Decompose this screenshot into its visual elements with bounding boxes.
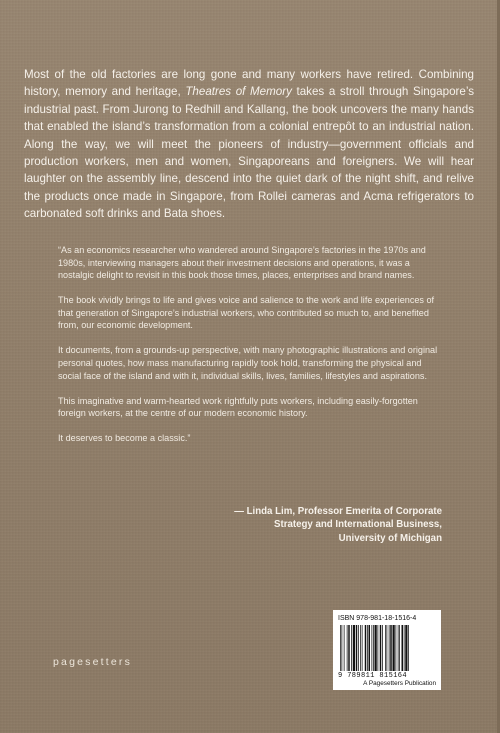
barcode-bar [372,625,373,671]
barcode-bar [393,625,395,671]
barcode-bar [340,625,341,671]
barcode-bar [353,625,355,671]
barcode-bar [402,625,404,671]
barcode-bar [365,625,367,671]
quote-paragraph: The book vividly brings to life and gives voice and salience to the work and life experiences of that generation of Singapore’s industrial workers, who contributed so much to, and benefited from, our economic development. [58,295,435,331]
barcode-bar [398,625,399,671]
barcode-bar [404,625,405,671]
barcode-bar [378,625,379,671]
barcode-bar [373,625,374,671]
publisher-logo: pagesetters [53,656,133,668]
barcode-bar [362,625,363,671]
quote-paragraph: This imaginative and warm-hearted work rightfully puts workers, including easily-forgotten foreign workers, at the centre of our modern economic history. [58,395,418,419]
isbn-barcode-box [333,610,441,690]
barcode-bar [360,625,361,671]
barcode-bar [342,625,343,671]
attribution-line: Strategy and International Business, [274,519,442,531]
barcode-bar [369,625,371,671]
barcode-bar [380,625,382,671]
quote-paragraph: It deserves to become a classic.” [58,433,191,444]
blurb-part1: Most of the old factories are long gone and many workers have retired. Combining history, memory and heritage, [24,68,474,99]
barcode-number: 9 789811 815164 [338,672,408,680]
testimonial-quote [58,244,442,457]
barcode-bar [367,625,368,671]
barcode-bar [347,625,348,671]
barcode-bar [405,625,407,671]
blurb-book-title: Theatres of Memory [185,85,292,99]
testimonial-attribution [178,505,442,545]
barcode-bar [399,625,400,671]
attribution-line: University of Michigan [338,532,442,544]
quote-paragraph: It documents, from a grounds-up perspective, with many photographic illustrations and original personal quotes, how mass manufacturing rapidly took hold, transforming the physical and social face of the island and with it, individual skills, lives, families, lifestyles and aspirations. [58,345,438,381]
barcode-bar [389,625,390,671]
isbn-label: ISBN 978-981-18-1516-4 [338,615,417,622]
publication-note: A Pagesetters Publication [363,680,436,687]
blurb-text [24,66,474,223]
barcode-bar [358,625,359,671]
blurb-part2: takes a stroll through Singapore’s industrial past. From Jurong to Redhill and Kallang, the book uncovers the many hands that enabled the island’s transformation from a colonial entrepôt to an industrial nation. Along the way, we will meet the pioneers of industry—government officials and production workers, men and women, Singaporeans and foreigners. We will hear laughter on the assembly line, descend into the quiet dark of the night shift, and relive the products once made in Singapore, from Rollei cameras and Acma refrigerators to carbonated soft drinks and Bata shoes. [24,85,474,221]
barcode-bar [396,625,397,671]
barcode-bars-icon [338,625,436,671]
barcode-bar [382,625,383,671]
barcode-bar [356,625,358,671]
barcode-bar [385,625,386,671]
attribution-line: — Linda Lim, Professor Emerita of Corporate [234,506,442,517]
barcode-bar [387,625,388,671]
quote-paragraph: “As an economics researcher who wandered around Singapore’s factories in the 1970s and 1980s, interviewing managers about their investment decisions and operations, it was a nostalgic delight to revisit in this book those times, places, enterprises and brand names. [58,245,426,281]
barcode-bar [408,625,409,671]
barcode-bar [344,625,345,671]
barcode-bar [351,625,352,671]
barcode-bar [390,625,392,671]
barcode-bar [348,625,350,671]
barcode-bar [375,625,377,671]
